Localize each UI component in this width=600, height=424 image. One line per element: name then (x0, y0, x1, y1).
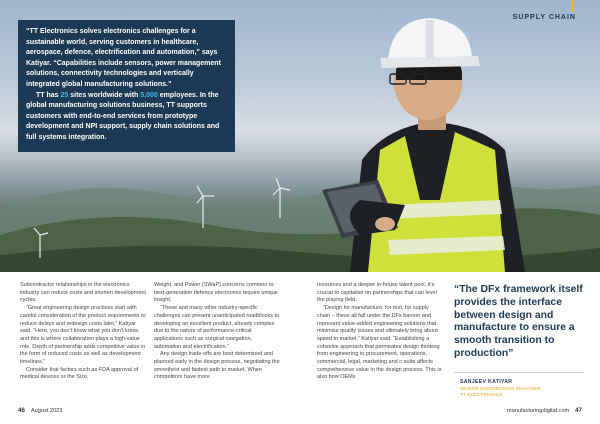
paragraph: “Design for manufacture, for test, for supply chain – these all fall under the DFx banner and represent value-added engineering solutions that minimise quality issues and ultimately bring about speed to market,” Katiyar said. “Establishing a cohesive approach that permeates design thinking from engineering to procurement, operations, commercial, legal, marketing and c-suite affects comprehensive value in the design process. This is also how OEMs (317, 305, 442, 381)
footer-right (507, 407, 582, 414)
pull-quote: “The DFx framework itself provides the interface between design and manufacture to ensure a smooth transition to production” (454, 284, 583, 359)
sites-count: 25 (60, 91, 69, 99)
page-number-left: 46 (18, 407, 25, 414)
quote-text-end: employees. In the global manufacturing solutions business, TT supports customers with end-to-end services from prototype development and NPI support, supply chain solutions and full systems integration. (26, 91, 220, 141)
pull-quote-divider (454, 372, 584, 373)
employees-count: 5,000 (140, 91, 158, 99)
section-tag-rule (571, 0, 573, 12)
footer-left (18, 407, 62, 414)
paragraph: Any design trade-offs are best determined and planned early in the design process, negotiating the smoothest and fastest path to market. When competitors have more (154, 351, 280, 381)
paragraph: Consider that factors such as FDA approval of medical devices or the Size, (20, 366, 139, 381)
paragraph: “These and many other industry-specific challenges can present unanticipated roadblocks to developing an excellent product, already complex due to the nature of performance-critical applications such as surgical navigation, automation and electrification.” (154, 305, 280, 350)
issue-date: August 2023 (30, 408, 63, 414)
byline-company: TT ELECTRONICS (460, 392, 503, 397)
article-column-1 (20, 282, 146, 382)
article-column-2 (154, 282, 280, 382)
byline-name: SANJEEV KATIYAR (460, 379, 513, 385)
engineer-figure (322, 18, 525, 272)
quote-paragraph-1: “TT Electronics solves electronics challenges for a sustainable world, serving customers in healthcare, aerospace, defence, electrification and automation,” says Katiyar. “Capabilities include sensors, power management solutions, connectivity technologies and vertically integrated global manufacturing solutions.” (26, 28, 221, 88)
section-tag: SUPPLY CHAIN (512, 14, 576, 21)
quote-box (18, 20, 235, 152)
paragraph: Subcontractor relationships in the electronics industry can reduce costs and shorten development cycles. (20, 282, 146, 304)
quote-text-start: TT has (36, 91, 61, 99)
article-column-3 (317, 282, 443, 382)
quote-text-mid: sites worldwide with (68, 91, 141, 99)
paragraph: resources and a deeper in-house talent pool, it’s crucial to capitalise on partnerships that can level the playing field. (317, 282, 437, 304)
paragraph: Weight, and Power (SWaP) concerns common to next-generation defence electronics require unique insight. (154, 282, 278, 304)
paragraph: “Great engineering design practices start with careful consideration of the product requirements to reduce delays and redesign costs later,” Katiyar said. “Here, you don’t know what you don’t know, and this is where collaboration plays a high-value role. Depth of partnership adds competitive value in the form of reduced costs as well as development timelines.” (20, 305, 146, 366)
site-url[interactable]: manufacturingdigital.com (506, 408, 570, 414)
byline-role: SENIOR ENGINEERING MANAGER (460, 386, 541, 391)
quote-paragraph-2 (26, 91, 227, 144)
page-number-right: 47 (575, 407, 582, 414)
